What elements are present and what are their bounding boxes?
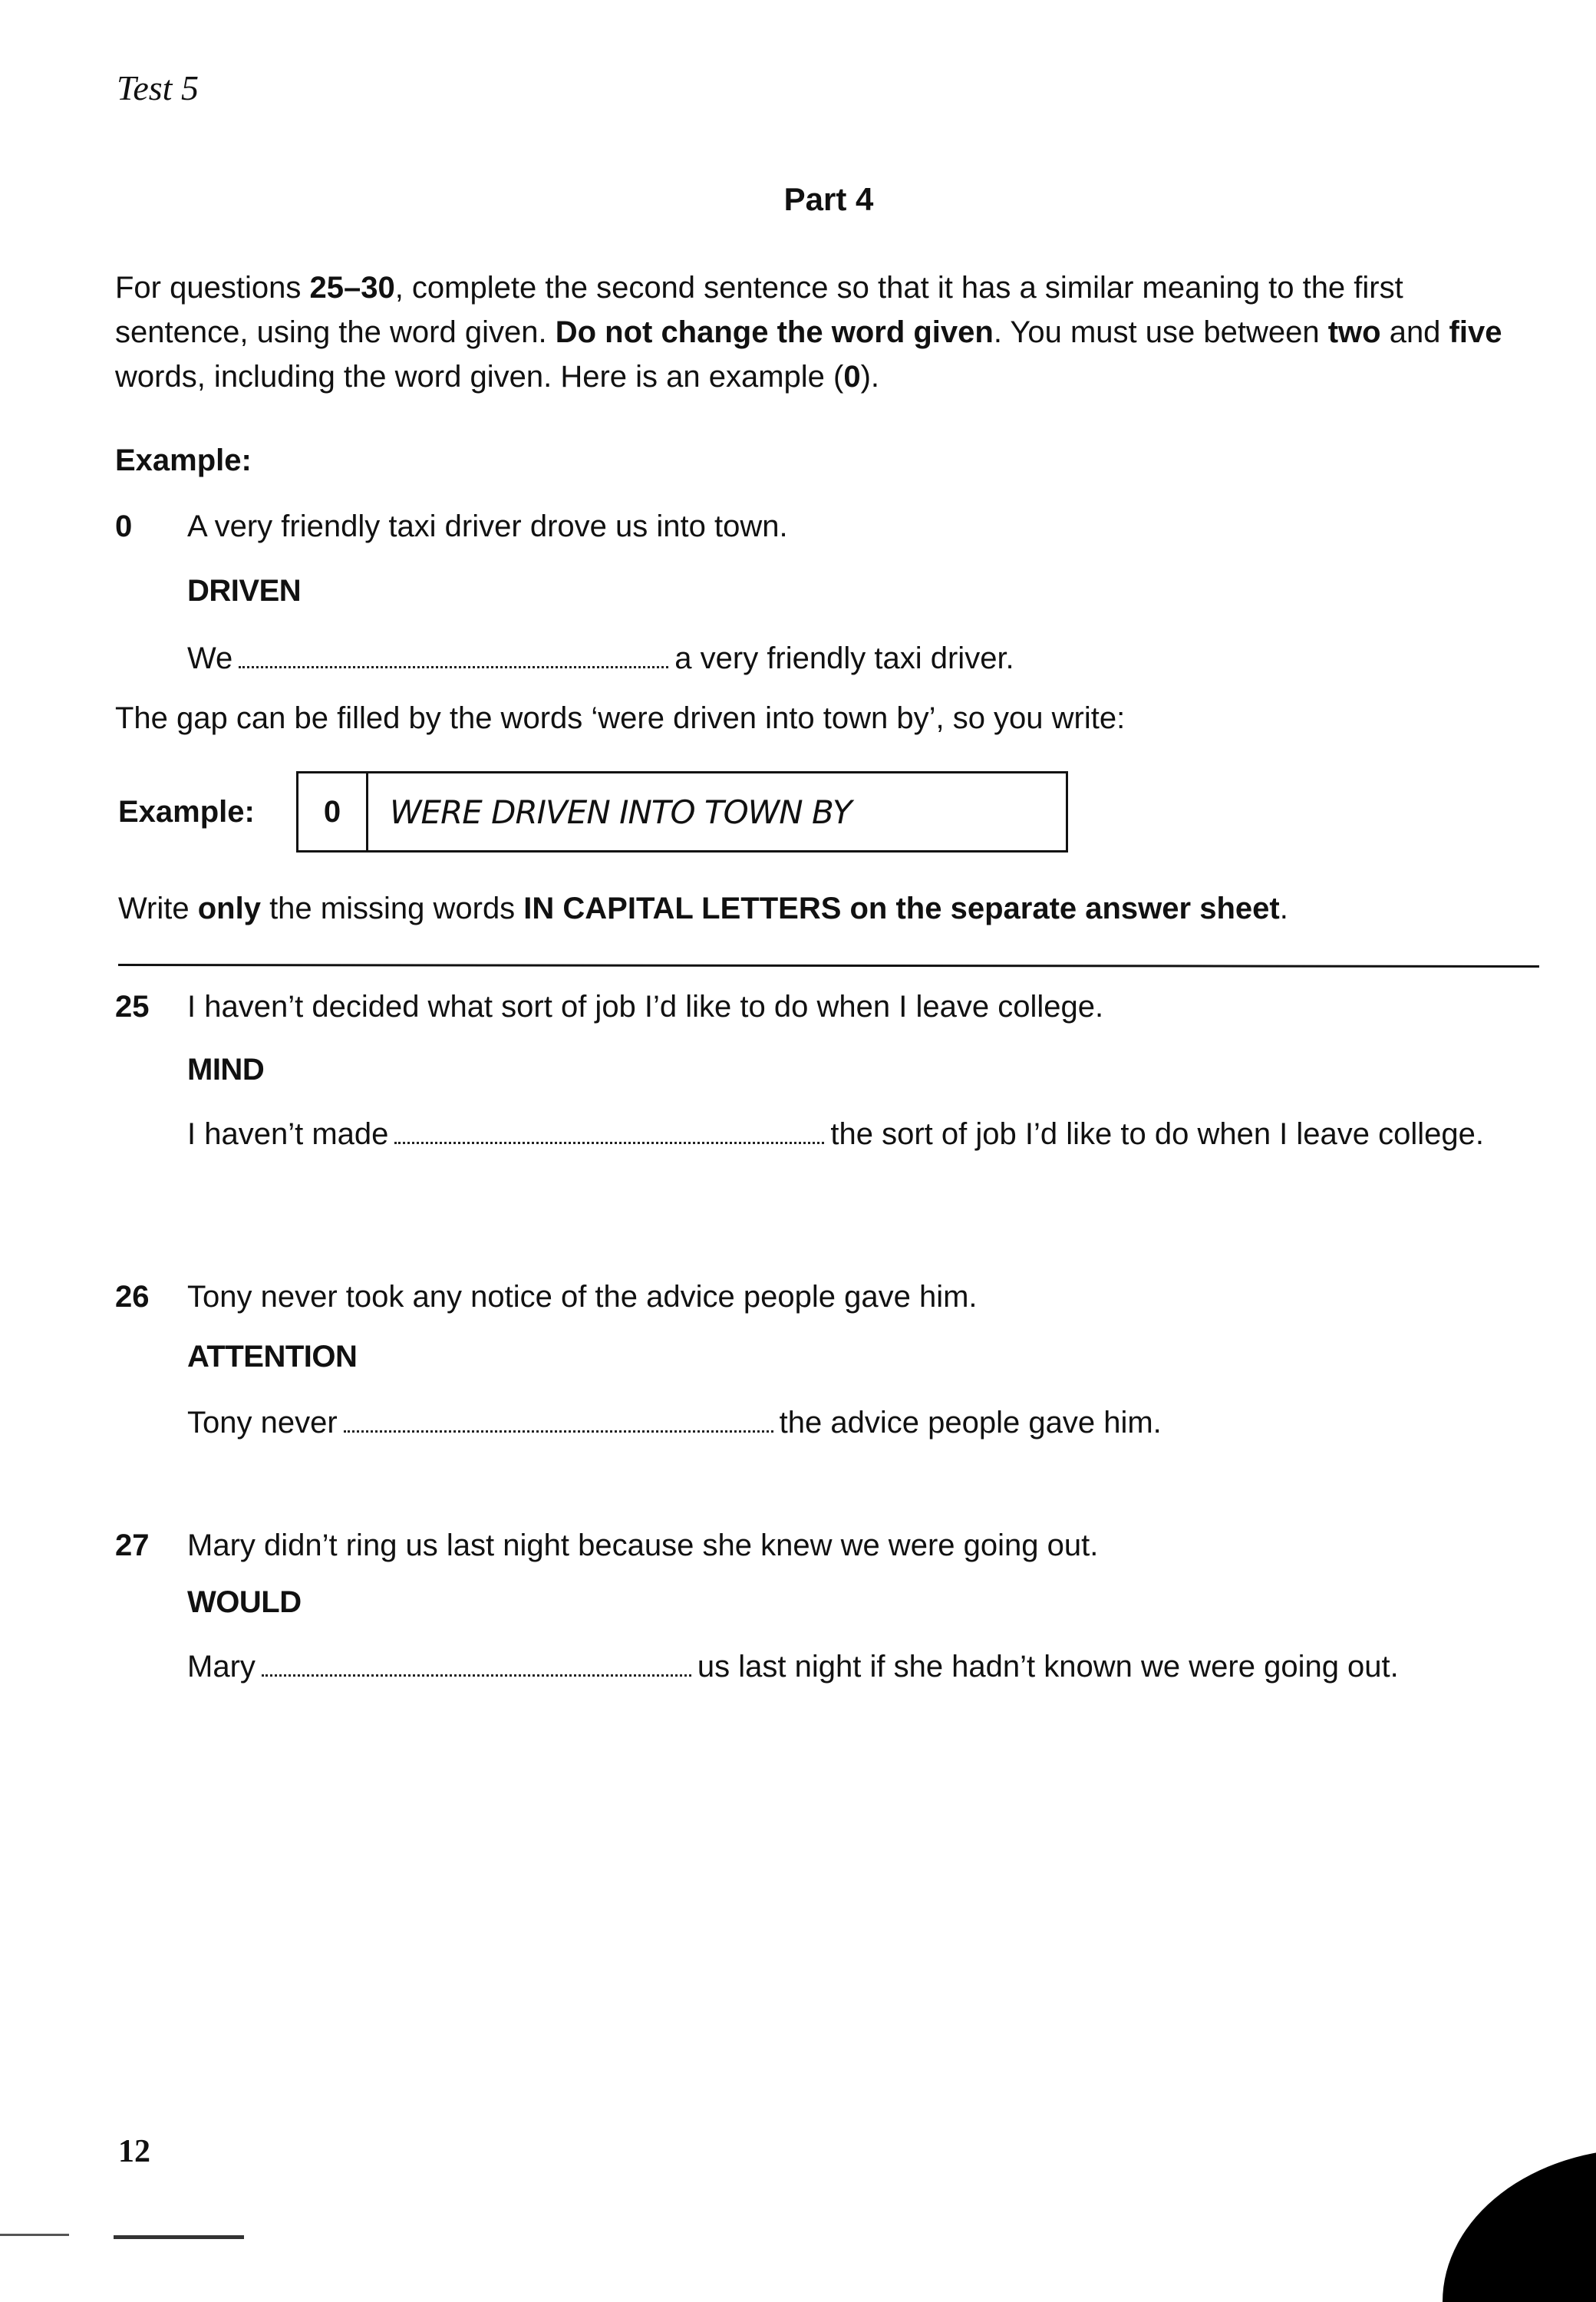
write-instruction bbox=[118, 892, 1288, 926]
instructions-text: ). bbox=[860, 360, 880, 394]
example-answer-box bbox=[296, 771, 1068, 853]
before-gap: I haven’t made bbox=[187, 1117, 389, 1151]
page-curl-shadow bbox=[1443, 2149, 1596, 2302]
before-gap: Tony never bbox=[187, 1406, 338, 1440]
example-answer-number: 0 bbox=[298, 773, 368, 850]
after-gap: the sort of job I’d like to do when I leave college. bbox=[830, 1117, 1485, 1151]
instructions-text: and bbox=[1380, 315, 1449, 349]
question-number: 25 bbox=[115, 990, 150, 1024]
after-gap: a very friendly taxi driver. bbox=[674, 641, 1014, 675]
before-gap: Mary bbox=[187, 1650, 256, 1684]
answer-gap[interactable] bbox=[344, 1407, 773, 1433]
instructions-text: . You must use between bbox=[993, 315, 1328, 349]
question-sentence: Mary didn’t ring us last night because she knew we were going out. bbox=[187, 1529, 1099, 1562]
after-gap: the advice people gave him. bbox=[779, 1406, 1162, 1440]
question-keyword: ATTENTION bbox=[187, 1340, 358, 1374]
question-second-sentence bbox=[187, 1645, 1507, 1688]
instructions-text: words, including the word given. Here is an example ( bbox=[115, 360, 844, 394]
instructions-min-words: two bbox=[1327, 315, 1381, 349]
write-note-emphasis: IN CAPITAL LETTERS on the separate answer sheet bbox=[523, 892, 1280, 925]
instructions-text: For questions bbox=[115, 271, 310, 305]
answer-gap[interactable] bbox=[262, 1651, 691, 1677]
before-gap: We bbox=[187, 641, 233, 675]
question-range: 25–30 bbox=[309, 271, 395, 305]
write-note-text: Write bbox=[118, 892, 198, 925]
question-second-sentence bbox=[187, 637, 1507, 680]
answer-gap[interactable] bbox=[394, 1119, 824, 1144]
after-gap: us last night if she hadn’t known we were going out. bbox=[697, 1650, 1399, 1684]
part-title: Part 4 bbox=[783, 181, 874, 217]
question-keyword: MIND bbox=[187, 1053, 265, 1087]
question-number: 27 bbox=[115, 1529, 150, 1562]
running-head: Test 5 bbox=[117, 68, 199, 107]
instructions-example-ref: 0 bbox=[843, 360, 861, 394]
page-number: 12 bbox=[118, 2134, 150, 2169]
scan-edge-mark bbox=[114, 2235, 244, 2239]
question-second-sentence bbox=[187, 1113, 1538, 1156]
question-sentence: I haven’t decided what sort of job I’d like to do when I leave college. bbox=[187, 990, 1104, 1024]
question-keyword: WOULD bbox=[187, 1585, 302, 1619]
example-answer-row bbox=[118, 771, 1068, 853]
instructions-emphasis: Do not change the word given bbox=[555, 315, 994, 349]
write-note-text: the missing words bbox=[260, 892, 524, 925]
question-sentence: Tony never took any notice of the advice people gave him. bbox=[187, 1280, 978, 1314]
question-keyword: DRIVEN bbox=[187, 574, 302, 608]
gap-explanation: The gap can be filled by the words ‘were driven into town by’, so you write: bbox=[115, 701, 1126, 735]
instructions-text: , complete the second sentence so that it has a similar meaning to the first sentence, using the word given. bbox=[115, 271, 1403, 349]
instructions-max-words: five bbox=[1449, 315, 1502, 349]
scan-edge-mark bbox=[0, 2234, 69, 2236]
example-box-label: Example: bbox=[118, 794, 255, 829]
answer-gap bbox=[239, 643, 668, 668]
question-number: 0 bbox=[115, 510, 133, 543]
question-number: 26 bbox=[115, 1280, 150, 1314]
question-sentence: A very friendly taxi driver drove us into town. bbox=[187, 510, 788, 543]
write-note-text: . bbox=[1279, 892, 1288, 925]
instructions-paragraph bbox=[115, 265, 1542, 399]
write-note-emphasis: only bbox=[197, 892, 261, 925]
example-heading: Example: bbox=[115, 444, 252, 477]
section-divider bbox=[118, 964, 1539, 968]
question-second-sentence bbox=[187, 1401, 1507, 1444]
example-answer-text: WERE DRIVEN INTO TOWN BY bbox=[390, 793, 852, 831]
